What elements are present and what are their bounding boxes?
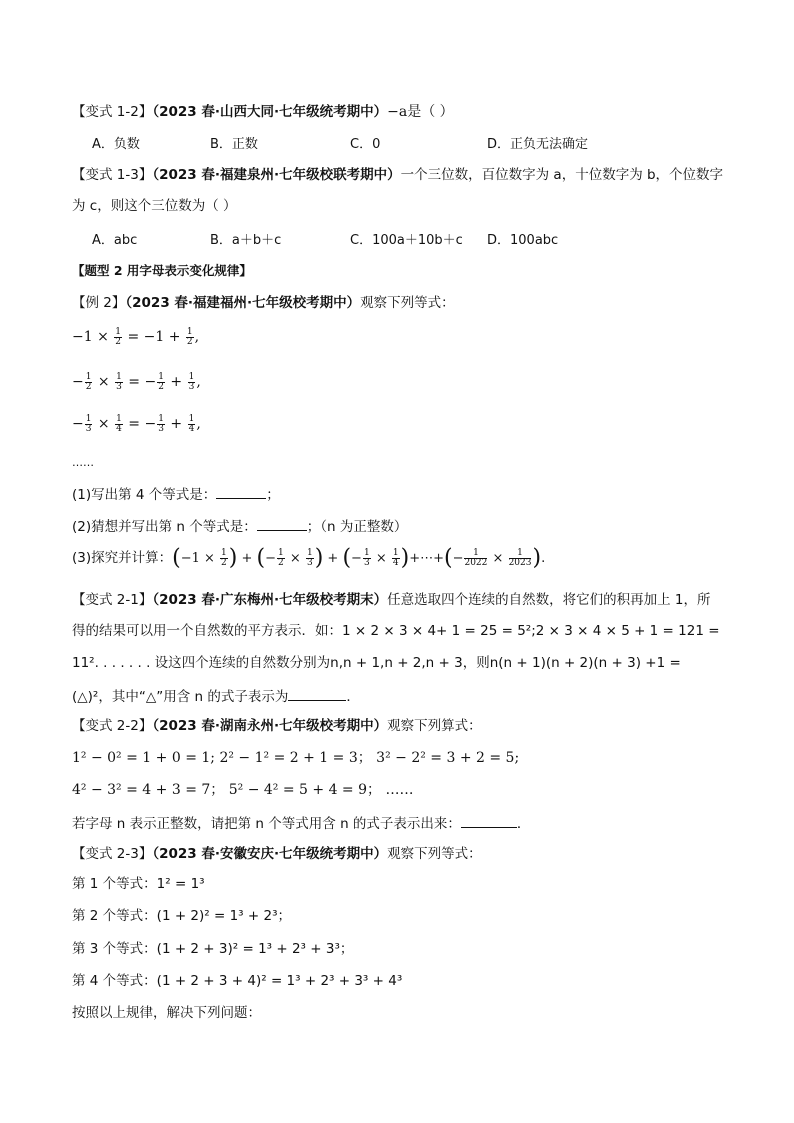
- answer-blank[interactable]: [288, 686, 346, 701]
- equation-line-2: 第 2 个等式：(1 + 2)² = 1³ + 2³；: [72, 908, 291, 924]
- question-text: 观察下列等式：: [360, 295, 455, 311]
- equation-line-4: 第 4 个等式：(1 + 2 + 3 + 4)² = 1³ + 2³ + 3³ + 4³: [72, 973, 403, 989]
- ellipsis: ……: [72, 456, 94, 469]
- equation-1: −1 × $\frac{1}{2}$ = −1 + $\frac{1}{2}$ ,: [72, 326, 200, 347]
- variant-2-1-line-3: 11². . . . . . . 设这四个连续的自然数分别为n,n + 1,n + 2,n + 3，则n(n + 1)(n + 2)(n + 3) +1 =: [72, 655, 681, 671]
- question-text: 一个三位数，百位数字为 a，十位数字为 b，个位数字: [400, 167, 724, 183]
- variant-2-2-question: 【变式 2-2】（2023 春·湖南永州·七年级校考期中）观察下列算式：: [72, 718, 482, 734]
- variant-2-2-row-2: 4² − 3² = 4 + 3 = 7； 5² − 4² = 5 + 4 = 9； ……: [72, 782, 414, 798]
- variant-1-3-question-cont: 为 c，则这个三位数为（ ）: [72, 198, 237, 214]
- equation-line-3: 第 3 个等式：(1 + 2 + 3)² = 1³ + 2³ + 3³；: [72, 941, 354, 957]
- option-b: B．正数: [210, 137, 258, 152]
- equation-2: − $\frac{1}{2}$ × $\frac{1}{3}$ = − $\frac{1}{2}$ + $\frac{1}{3}$ ,: [72, 371, 201, 392]
- source: （2023 春·福建福州·七年级校考期中）: [125, 295, 361, 311]
- example-tag: 【例 2】: [72, 295, 126, 311]
- question-text: −a是（ ）: [387, 104, 454, 120]
- variant-2-1-line-2: 得的结果可以用一个自然数的平方表示．如：1 × 2 × 3 × 4+ 1 = 25 = 5²;2 × 3 × 4 × 5 + 1 = 121 =: [72, 623, 720, 639]
- option-c: C．100a＋10b＋c: [350, 233, 463, 248]
- option-b: B．a＋b＋c: [210, 233, 282, 248]
- answer-blank[interactable]: [257, 516, 307, 531]
- variant-2-1-question: 【变式 2-1】（2023 春·广东梅州·七年级校考期末）任意选取四个连续的自然数，将它们的积再加上 1，所: [72, 592, 711, 608]
- variant-2-2-line-3: 若字母 n 表示正整数，请把第 n 个等式用含 n 的式子表示出来： ．: [72, 813, 530, 834]
- answer-blank[interactable]: [461, 813, 517, 828]
- option-c: C．0: [350, 137, 381, 152]
- part-3: (3)探究并计算：(−1 × $\frac{1}{2}$ ) + (− $\frac{1}{2}$ × $\frac{1}{3}$ ) + (− $\frac{1}{3}$ × $\frac{1}{4}$ )+⋯+(− $\frac{1}{2022}$ × $\frac{1}{2023}$ ).: [72, 545, 546, 571]
- option-a: A．abc: [92, 233, 138, 248]
- option-d: D．正负无法确定: [487, 137, 589, 152]
- variant-1-3-question: [72, 165, 723, 185]
- example-2-question: [72, 293, 455, 313]
- variant-2-1-line-4: (△)²，其中“△”用含 n 的式子表示为 ．: [72, 686, 360, 707]
- variant-1-2-question: [72, 102, 454, 122]
- source: （2023 春·福建泉州·七年级校联考期中）: [152, 167, 401, 183]
- variant-tag: 【变式 1-3】: [72, 167, 153, 183]
- part-1: (1)写出第 4 个等式是： ；: [72, 484, 280, 505]
- option-a: A．负数: [92, 137, 140, 152]
- section-heading: 【题型 2 用字母表示变化规律】: [72, 263, 252, 278]
- variant-tag: 【变式 1-2】: [72, 104, 153, 120]
- part-2: (2)猜想并写出第 n 个等式是： ；（n 为正整数）: [72, 516, 407, 537]
- equation-3: − $\frac{1}{3}$ × $\frac{1}{4}$ = − $\frac{1}{3}$ + $\frac{1}{4}$ ,: [72, 413, 201, 434]
- option-d: D．100abc: [487, 233, 559, 248]
- source: （2023 春·山西大同·七年级统考期中）: [152, 104, 388, 120]
- variant-2-2-row-1: 1² − 0² = 1 + 0 = 1; 2² − 1² = 2 + 1 = 3； 3² − 2² = 3 + 2 = 5;: [72, 750, 520, 766]
- instruction: 按照以上规律，解决下列问题：: [72, 1005, 261, 1021]
- equation-line-1: 第 1 个等式：1² = 1³: [72, 876, 205, 892]
- answer-blank[interactable]: [216, 484, 266, 499]
- variant-2-3-question: 【变式 2-3】（2023 春·安徽安庆·七年级统考期中）观察下列等式：: [72, 846, 482, 862]
